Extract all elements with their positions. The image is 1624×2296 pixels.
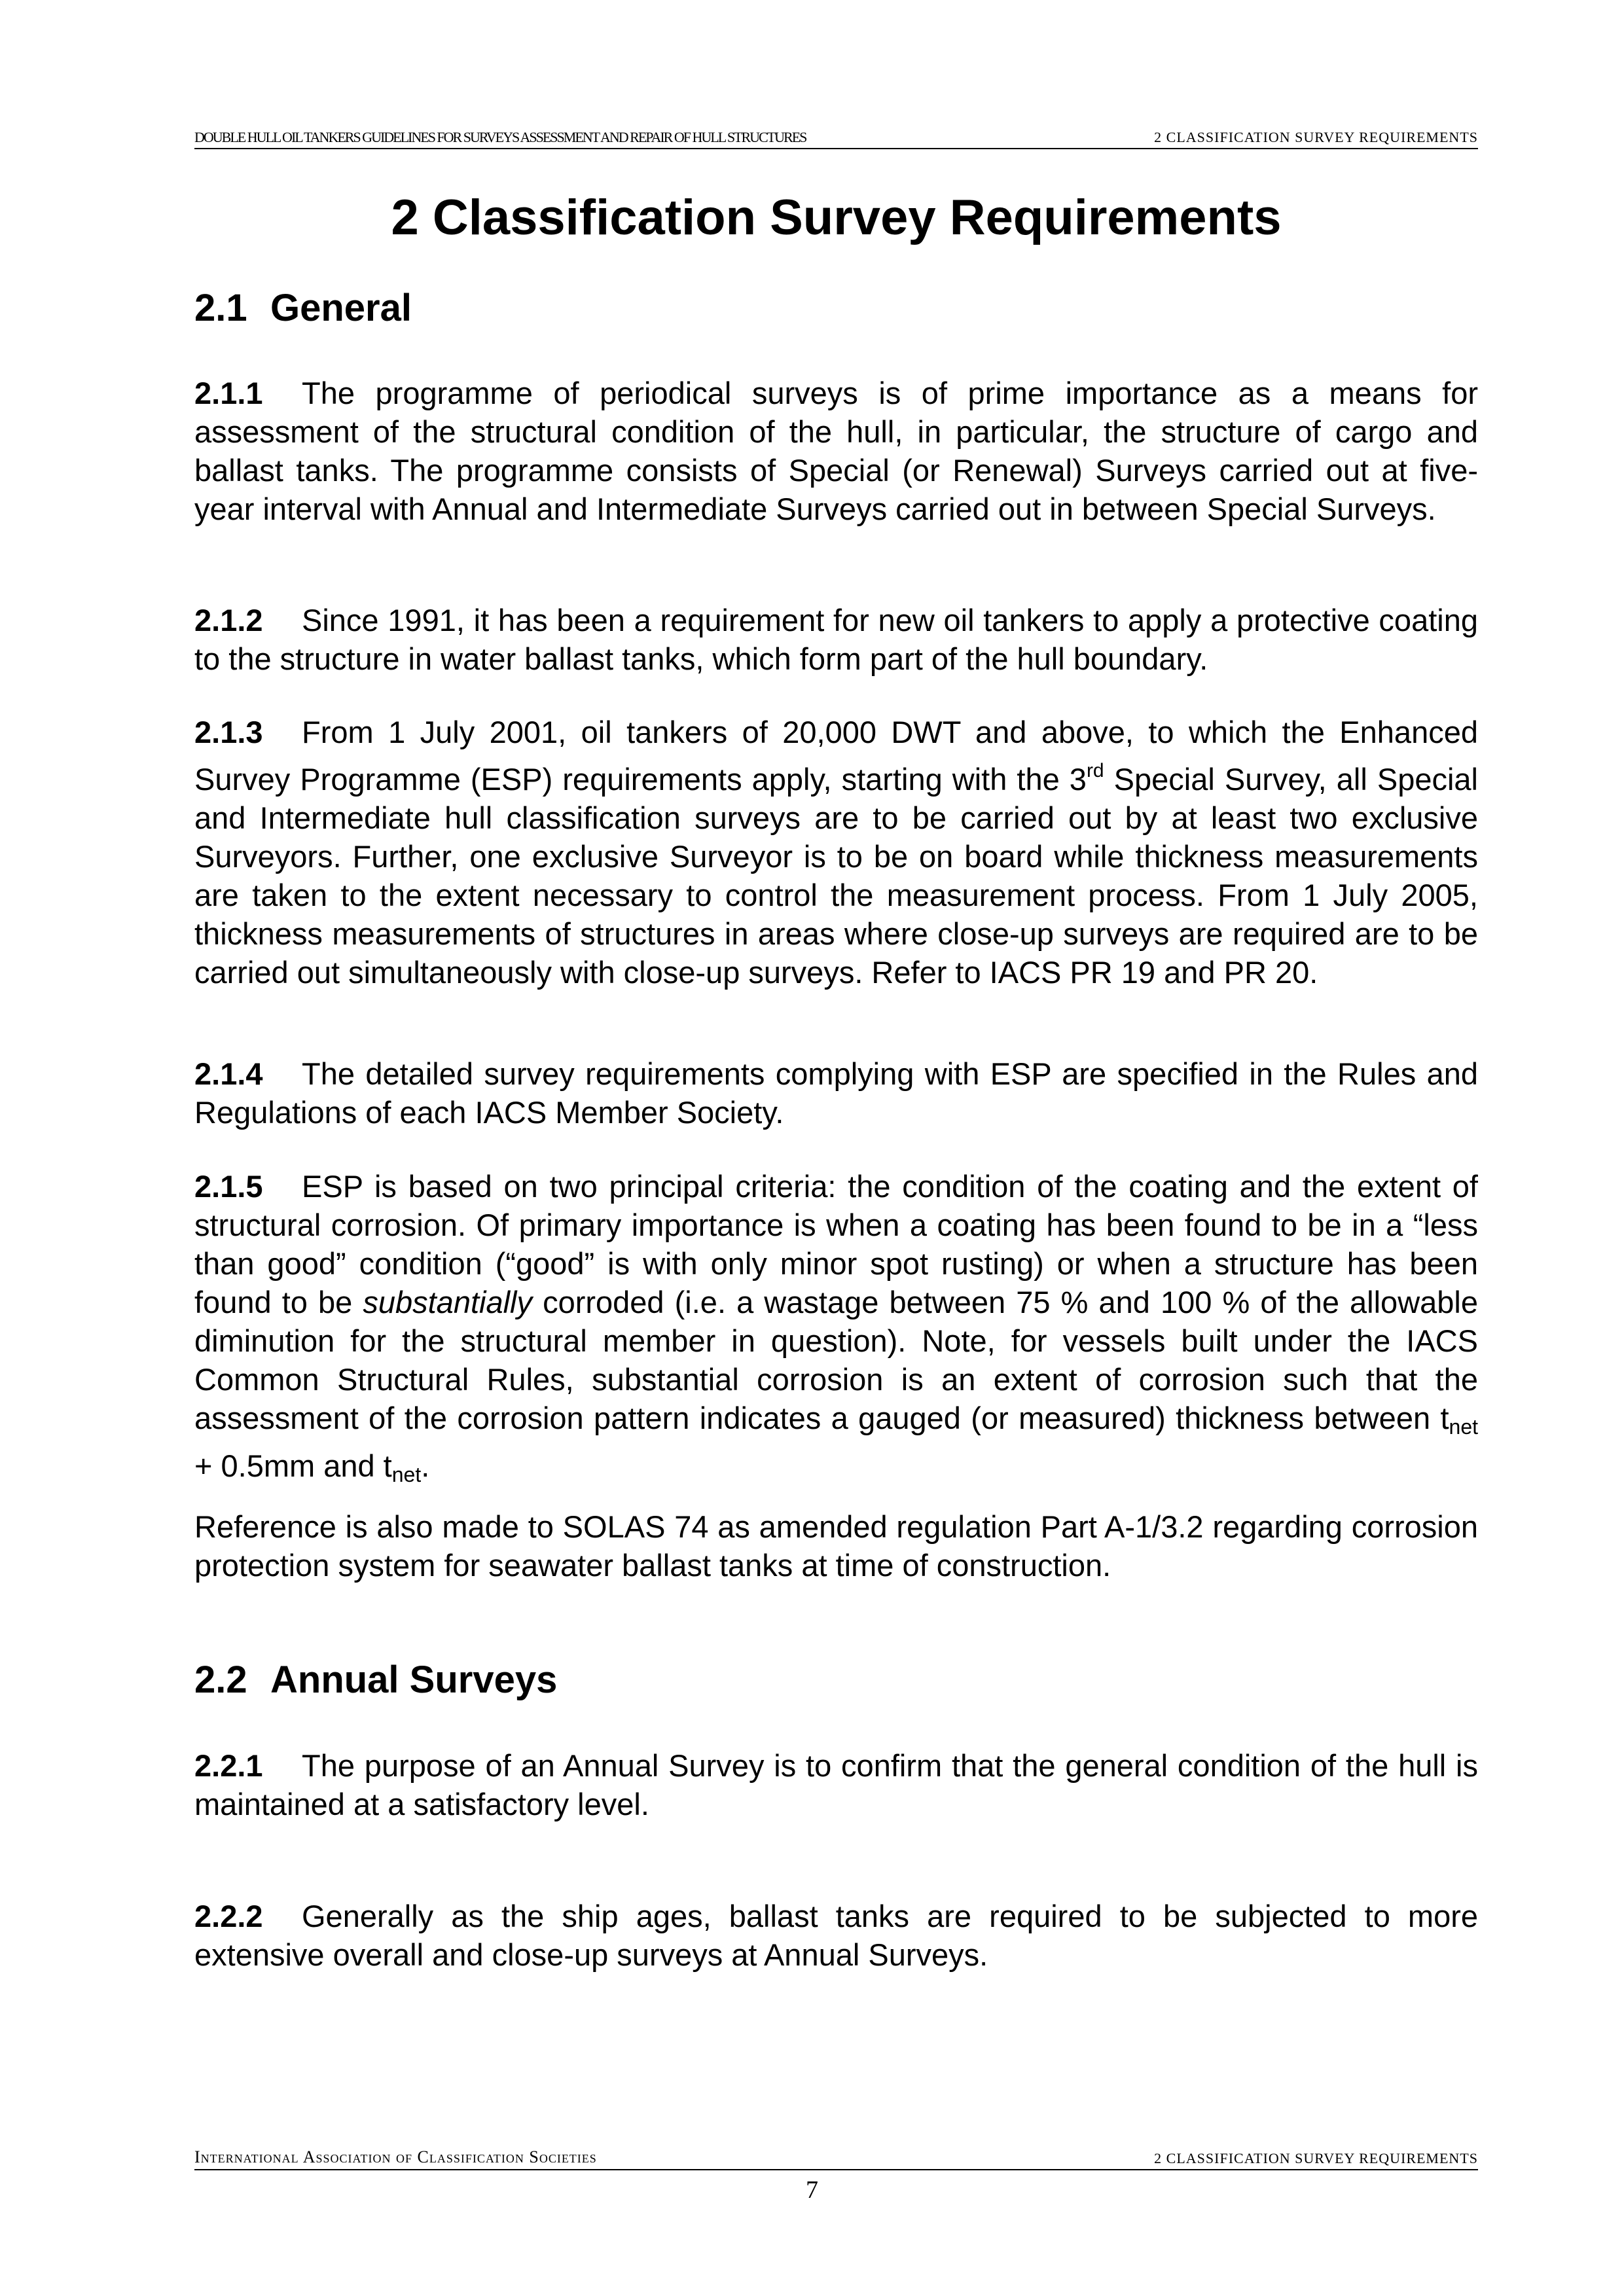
paragraph-number: 2.1.5 (194, 1169, 263, 1204)
paragraph-2-2-2 (194, 1897, 1478, 1974)
paragraph-2-1-4 (194, 1054, 1478, 1132)
paragraph-2-1-2 (194, 601, 1478, 678)
subscript-net: net (1449, 1415, 1478, 1439)
paragraph-number: 2.1.4 (194, 1056, 263, 1091)
section-number: 2.1 (194, 287, 247, 329)
subscript-net: net (391, 1463, 422, 1486)
section-heading-2-2 (194, 1657, 557, 1703)
section-title: Annual Surveys (270, 1659, 558, 1701)
paragraph-number: 2.2.1 (194, 1748, 263, 1783)
header-chapter-title: 2 CLASSIFICATION SURVEY REQUIREMENTS (1154, 129, 1478, 145)
paragraph-2-1-1 (194, 374, 1478, 528)
paragraph-text: The detailed survey requirements complying with ESP are specified in the Rules and Regulations of each IACS Member Society. (194, 1056, 1478, 1130)
running-header (194, 128, 1478, 149)
paragraph-number: 2.2.2 (194, 1899, 263, 1933)
section-heading-2-1 (194, 285, 412, 331)
paragraph-text: The purpose of an Annual Survey is to confirm that the general condition of the hull is maintained at a satisfactory level. (194, 1748, 1478, 1821)
chapter-title: 2 Classification Survey Requirements (391, 190, 1282, 245)
paragraph-text: The programme of periodical surveys is of prime importance as a means for assessment of the structural condition of the hull, in particular, the structure of cargo and ballast tanks. The programme consists of Special (or Renewal) Surveys carried out at five-year interval with Annual and Intermediate Surveys carried out in between Special Surveys. (194, 376, 1478, 526)
paragraph-text: Reference is also made to SOLAS 74 as amended regulation Part A-1/3.2 regarding corrosion protection system for seawater ballast tanks at time of construction. (194, 1509, 1478, 1583)
page-number: 7 (806, 2176, 818, 2204)
emphasized-word: substantially (363, 1285, 532, 1319)
paragraph-text-continued: Special Survey, all Special and Intermediate hull classification surveys are to be carried out by at least two exclusive Surveyors. Further, one exclusive Surveyor is to be on board while thickness measurements are taken to the extent necessary to control the measurement process. From 1 July 2005, thickness measurements of structures in areas where close-up surveys are required are to be carried out simultaneously with close-up surveys. Refer to IACS PR 19 and PR 20. (194, 762, 1478, 990)
section-title: General (270, 287, 412, 329)
paragraph-text-end: . (421, 1448, 430, 1483)
paragraph-2-1-3 (194, 713, 1478, 992)
paragraph-text: ESP is based on two principal criteria: the condition of the coating and the extent of structural corrosion. Of primary importance is when a coating has been found to be in a “less than good” condition (“good” is with only minor spot rusting) or when a structure has been found to be (194, 1169, 1478, 1319)
header-document-title: DOUBLE HULL OIL TANKERS GUIDELINES FOR SURVEYS ASSESSMENT AND REPAIR OF HULL STRUCTURES (194, 129, 806, 145)
paragraph-2-2-1 (194, 1746, 1478, 1823)
footer-chapter-title: 2 CLASSIFICATION SURVEY REQUIREMENTS (1154, 2150, 1478, 2166)
section-number: 2.2 (194, 1659, 247, 1701)
page-footer (194, 2149, 1478, 2170)
paragraph-text-continued: corroded (i.e. a wastage between 75 % and 100 % of the allowable diminution for the structural member in question). Note, for vessels built under the IACS Common Structural Rules, substantial corrosion is an extent of corrosion such that the assessment of the corrosion pattern indicates a gauged (or measured) thickness between t (194, 1285, 1478, 1435)
paragraph-number: 2.1.3 (194, 715, 263, 749)
paragraph-text: Since 1991, it has been a requirement for new oil tankers to apply a protective coating to the structure in water ballast tanks, which form part of the hull boundary. (194, 603, 1478, 676)
paragraph-text-continued: + 0.5mm and t (194, 1448, 392, 1483)
footer-organization: International Association of Classification Societies (194, 2147, 597, 2166)
paragraph-reference (194, 1507, 1478, 1585)
paragraph-number: 2.1.2 (194, 603, 263, 637)
paragraph-text: From 1 July 2001, oil tankers of 20,000 DWT and above, to which the Enhanced Survey Programme (ESP) requirements apply, starting with the 3 (194, 715, 1478, 797)
paragraph-text: Generally as the ship ages, ballast tanks are required to be subjected to more extensive overall and close-up surveys at Annual Surveys. (194, 1899, 1478, 1972)
paragraph-number: 2.1.1 (194, 376, 263, 410)
paragraph-2-1-5 (194, 1167, 1478, 1494)
superscript-ordinal: rd (1086, 760, 1104, 781)
